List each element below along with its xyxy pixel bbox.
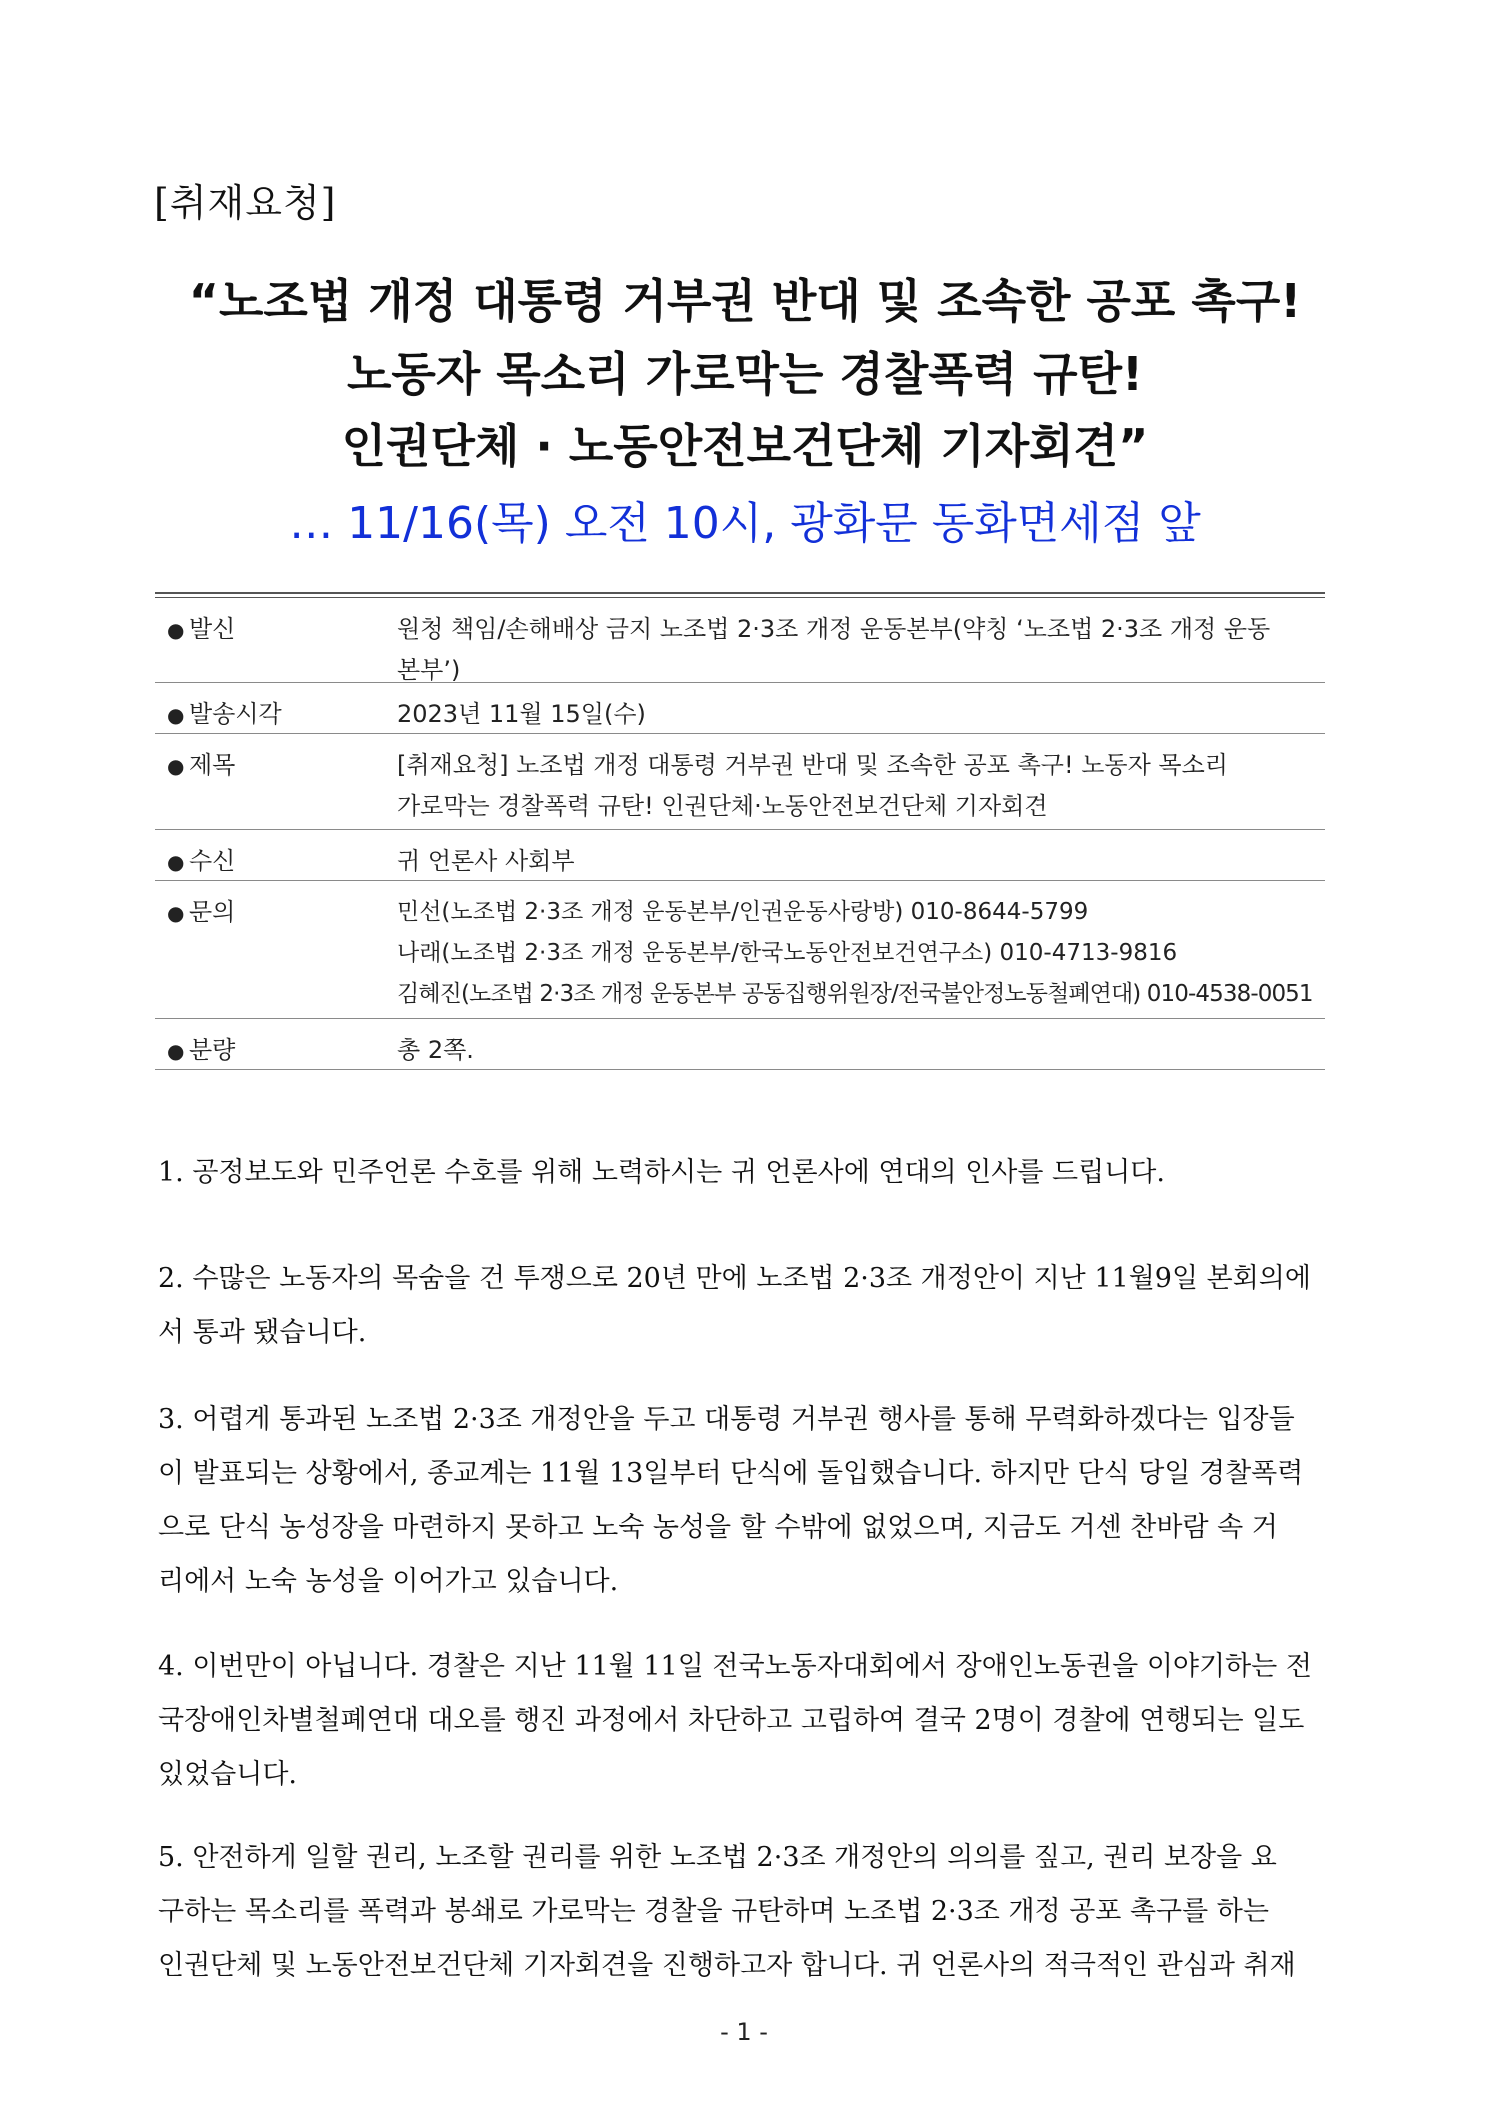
event-subtitle: … 11/16(목) 오전 10시, 광화문 동화면세점 앞 — [289, 498, 1201, 549]
row-label: 제목 — [189, 751, 236, 779]
title-line-2: 노동자 목소리 가로막는 경찰폭력 규탄! — [346, 347, 1143, 401]
bullet-icon: ● — [167, 618, 185, 642]
body-paragraph-4 — [158, 1640, 1338, 1802]
info-row-length — [155, 1019, 1325, 1070]
row-label: 문의 — [189, 898, 236, 926]
row-label: 발신 — [189, 615, 236, 643]
paragraph-line: 4. 이번만이 아닙니다. 경찰은 지난 11월 11일 전국노동자대회에서 장애인노동권을 이야기하는 전 — [158, 1651, 1312, 1682]
row-value-line: 김혜진(노조법 2·3조 개정 운동본부 공동집행위원장/전국불안정노동철폐연대) 010-4538-0051 — [397, 981, 1313, 1007]
row-value-line: 2023년 11월 15일(수) — [397, 700, 646, 728]
info-row-recipient — [155, 830, 1325, 881]
paragraph-line: 국장애인차별철폐연대 대오를 행진 과정에서 차단하고 고립하여 결국 2명이 경찰에 연행되는 일도 — [158, 1705, 1305, 1736]
row-label: 수신 — [189, 847, 236, 875]
info-row-sent-time — [155, 683, 1325, 734]
row-value-line: [취재요청] 노조법 개정 대통령 거부권 반대 및 조속한 공포 촉구! 노동자 목소리 — [397, 751, 1228, 779]
paragraph-line: 구하는 목소리를 폭력과 봉쇄로 가로막는 경찰을 규탄하며 노조법 2·3조 개정 공포 촉구를 하는 — [158, 1896, 1269, 1927]
paragraph-line: 으로 단식 농성장을 마련하지 못하고 노숙 농성을 할 수밖에 없었으며, 지금도 거센 찬바람 속 거 — [158, 1512, 1278, 1543]
paragraph-line: 3. 어렵게 통과된 노조법 2·3조 개정안을 두고 대통령 거부권 행사를 통해 무력화하겠다는 입장들 — [158, 1404, 1295, 1435]
bullet-icon: ● — [167, 703, 185, 727]
bullet-icon: ● — [167, 850, 185, 874]
paragraph-line: 2. 수많은 노동자의 목숨을 건 투쟁으로 20년 만에 노조법 2·3조 개정안이 지난 11월9일 본회의에 — [158, 1263, 1311, 1294]
row-value-line: 총 2쪽. — [397, 1036, 474, 1064]
info-row-subject — [155, 734, 1325, 830]
row-value-line: 나래(노조법 2·3조 개정 운동본부/한국노동안전보건연구소) 010-4713-9816 — [397, 940, 1178, 966]
paragraph-line: 서 통과 됐습니다. — [158, 1317, 367, 1348]
bullet-icon: ● — [167, 1039, 185, 1063]
body-paragraph-1 — [158, 1146, 1338, 1200]
info-row-sender — [155, 598, 1325, 683]
row-label: 분량 — [189, 1036, 236, 1064]
press-tag: [취재요청] — [154, 181, 337, 225]
paragraph-line: 있었습니다. — [158, 1759, 297, 1790]
title-line-3: 인권단체 · 노동안전보건단체 기자회견” — [341, 419, 1149, 473]
body-paragraph-2 — [158, 1252, 1338, 1360]
info-table — [155, 592, 1325, 1070]
bullet-icon: ● — [167, 754, 185, 778]
row-value-line: 민선(노조법 2·3조 개정 운동본부/인권운동사랑방) 010-8644-5799 — [397, 899, 1089, 925]
row-value-line: 귀 언론사 사회부 — [397, 847, 575, 875]
body-paragraph-3 — [158, 1393, 1338, 1609]
row-value-line: 본부’) — [397, 656, 461, 684]
paragraph-line: 이 발표되는 상황에서, 종교계는 11월 13일부터 단식에 돌입했습니다. 하지만 단식 당일 경찰폭력 — [158, 1458, 1304, 1489]
paragraph-line: 리에서 노숙 농성을 이어가고 있습니다. — [158, 1566, 619, 1597]
row-value-line: 가로막는 경찰폭력 규탄! 인권단체·노동안전보건단체 기자회견 — [397, 792, 1048, 820]
row-label: 발송시각 — [189, 700, 282, 728]
bullet-icon: ● — [167, 901, 185, 925]
paragraph-line: 인권단체 및 노동안전보건단체 기자회견을 진행하고자 합니다. 귀 언론사의 적극적인 관심과 취재 — [158, 1950, 1296, 1981]
title-line-1: “노조법 개정 대통령 거부권 반대 및 조속한 공포 촉구! — [188, 274, 1302, 328]
row-value-line: 원청 책임/손해배상 금지 노조법 2·3조 개정 운동본부(약칭 ‘노조법 2·3조 개정 운동 — [397, 615, 1271, 643]
page-number: - 1 - — [720, 2018, 768, 2046]
info-row-contact — [155, 881, 1325, 1019]
paragraph-line: 5. 안전하게 일할 권리, 노조할 권리를 위한 노조법 2·3조 개정안의 의의를 짚고, 권리 보장을 요 — [158, 1842, 1277, 1873]
body-paragraph-5 — [158, 1831, 1338, 1993]
paragraph-line: 1. 공정보도와 민주언론 수호를 위해 노력하시는 귀 언론사에 연대의 인사를 드립니다. — [158, 1157, 1165, 1188]
